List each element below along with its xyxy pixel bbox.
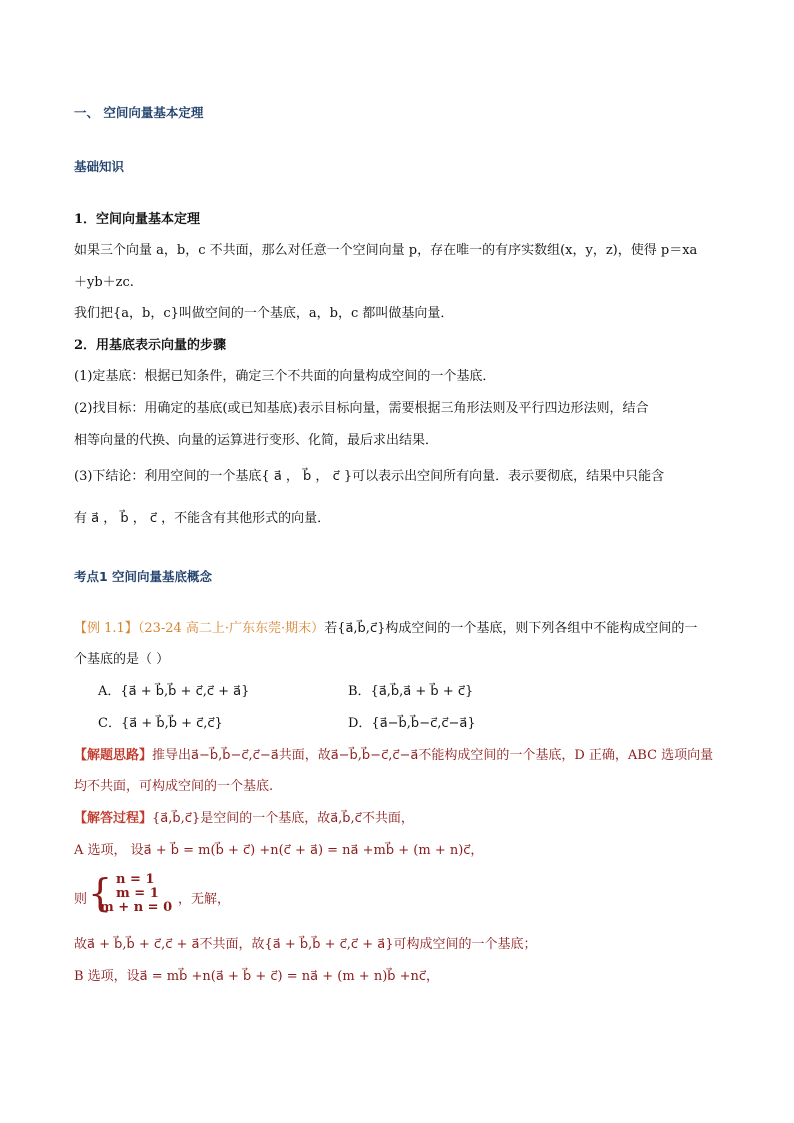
example-tag: 【例 1.1】 [74, 621, 138, 636]
option-c: C．{a⃗ + b⃗,b⃗ + c⃗,c⃗} [98, 716, 223, 731]
step-2-line-2: 相等向量的代换、向量的运算进行变形、化简，最后求出结果． [74, 433, 439, 448]
idea-line-1 [74, 747, 713, 765]
step-3-line-2: 有 a⃗ ， b⃗ ， c⃗ ，不能含有其他形式的向量． [74, 511, 331, 526]
example-source: （23-24 高二上·广东东莞·期末） [137, 621, 325, 636]
equation-2: m = 1 [116, 886, 159, 901]
option-a: A．{a⃗ + b⃗,b⃗ + c⃗,c⃗ + a⃗} [98, 684, 250, 699]
solution-option-a-conclusion: 故a⃗ + b⃗,b⃗ + c⃗,c⃗ + a⃗不共面，故{a⃗ + b⃗,b⃗ + c⃗,c⃗ + a⃗}可构成空间的一个基底； [74, 937, 537, 952]
idea-line-2: 均不共面，可构成空间的一个基底. [74, 779, 274, 794]
basics-heading: 基础知识 [74, 159, 125, 174]
solution-line-1 [74, 810, 414, 828]
idea-text-1: 推导出a⃗−b⃗,b⃗−c⃗,c⃗−a⃗共面，故a⃗−b⃗,b⃗−c⃗,c⃗−a⃗不能构成空间的一个基底，D 正确，ABC 选项向量 [152, 748, 714, 763]
step-2-line-1: (2)找目标：用确定的基底(或已知基底)表示目标向量，需要根据三角形法则及平行四边形法则，结合 [74, 401, 649, 416]
no-solution-text: ，无解， [178, 892, 231, 907]
theorem-line-2: ＋yb＋zc. [74, 275, 134, 290]
idea-tag: 【解题思路】 [74, 748, 153, 763]
equation-1: n = 1 [116, 872, 155, 887]
theorem-line-1: 如果三个向量 a，b，c 不共面，那么对任意一个空间向量 p，存在唯一的有序实数组(x，y，z)，使得 p＝xa [74, 243, 698, 258]
then-label: 则 [74, 892, 88, 907]
section-title: 一、 空间向量基本定理 [74, 105, 204, 120]
example-stem-line-2: 个基底的是（ ） [74, 652, 170, 667]
steps-heading: 2．用基底表示向量的步骤 [74, 338, 227, 353]
theorem-heading: 1．空间向量基本定理 [74, 212, 201, 227]
step-3-line-1: (3)下结论：利用空间的一个基底{ a⃗ ， b⃗ ， c⃗ }可以表示出空间所有向量．表示要彻底，结果中只能含 [74, 469, 665, 484]
step-1: (1)定基底：根据已知条件，确定三个不共面的向量构成空间的一个基底． [74, 369, 496, 384]
solution-tag: 【解答过程】 [74, 811, 153, 826]
theorem-line-3: 我们把{a，b，c}叫做空间的一个基底，a，b，c 都叫做基向量． [74, 306, 454, 321]
kaodian-heading: 考点1 空间向量基底概念 [74, 569, 213, 584]
solution-text-1: {a⃗,b⃗,c⃗}是空间的一个基底，故a⃗,b⃗,c⃗不共面， [152, 811, 414, 826]
example-stem-text: 若{a⃗,b⃗,c⃗}构成空间的一个基底，则下列各组中不能构成空间的一 [324, 621, 698, 636]
example-stem-line-1 [74, 620, 697, 638]
brace-symbol: { [88, 871, 113, 915]
solution-option-a: A 选项， 设a⃗ + b⃗ = m(b⃗ + c⃗) +n(c⃗ + a⃗) = na⃗ +mb⃗ + (m + n)c⃗， [74, 843, 484, 858]
equation-3: m + n = 0 [100, 900, 173, 915]
solution-option-b: B 选项，设a⃗ = mb⃗ +n(a⃗ + b⃗ + c⃗) = na⃗ + (m + n)b⃗ +nc⃗， [74, 969, 440, 984]
option-b: B．{a⃗,b⃗,a⃗ + b⃗ + c⃗} [348, 684, 474, 699]
option-d: D．{a⃗−b⃗,b⃗−c⃗,c⃗−a⃗} [348, 716, 476, 731]
